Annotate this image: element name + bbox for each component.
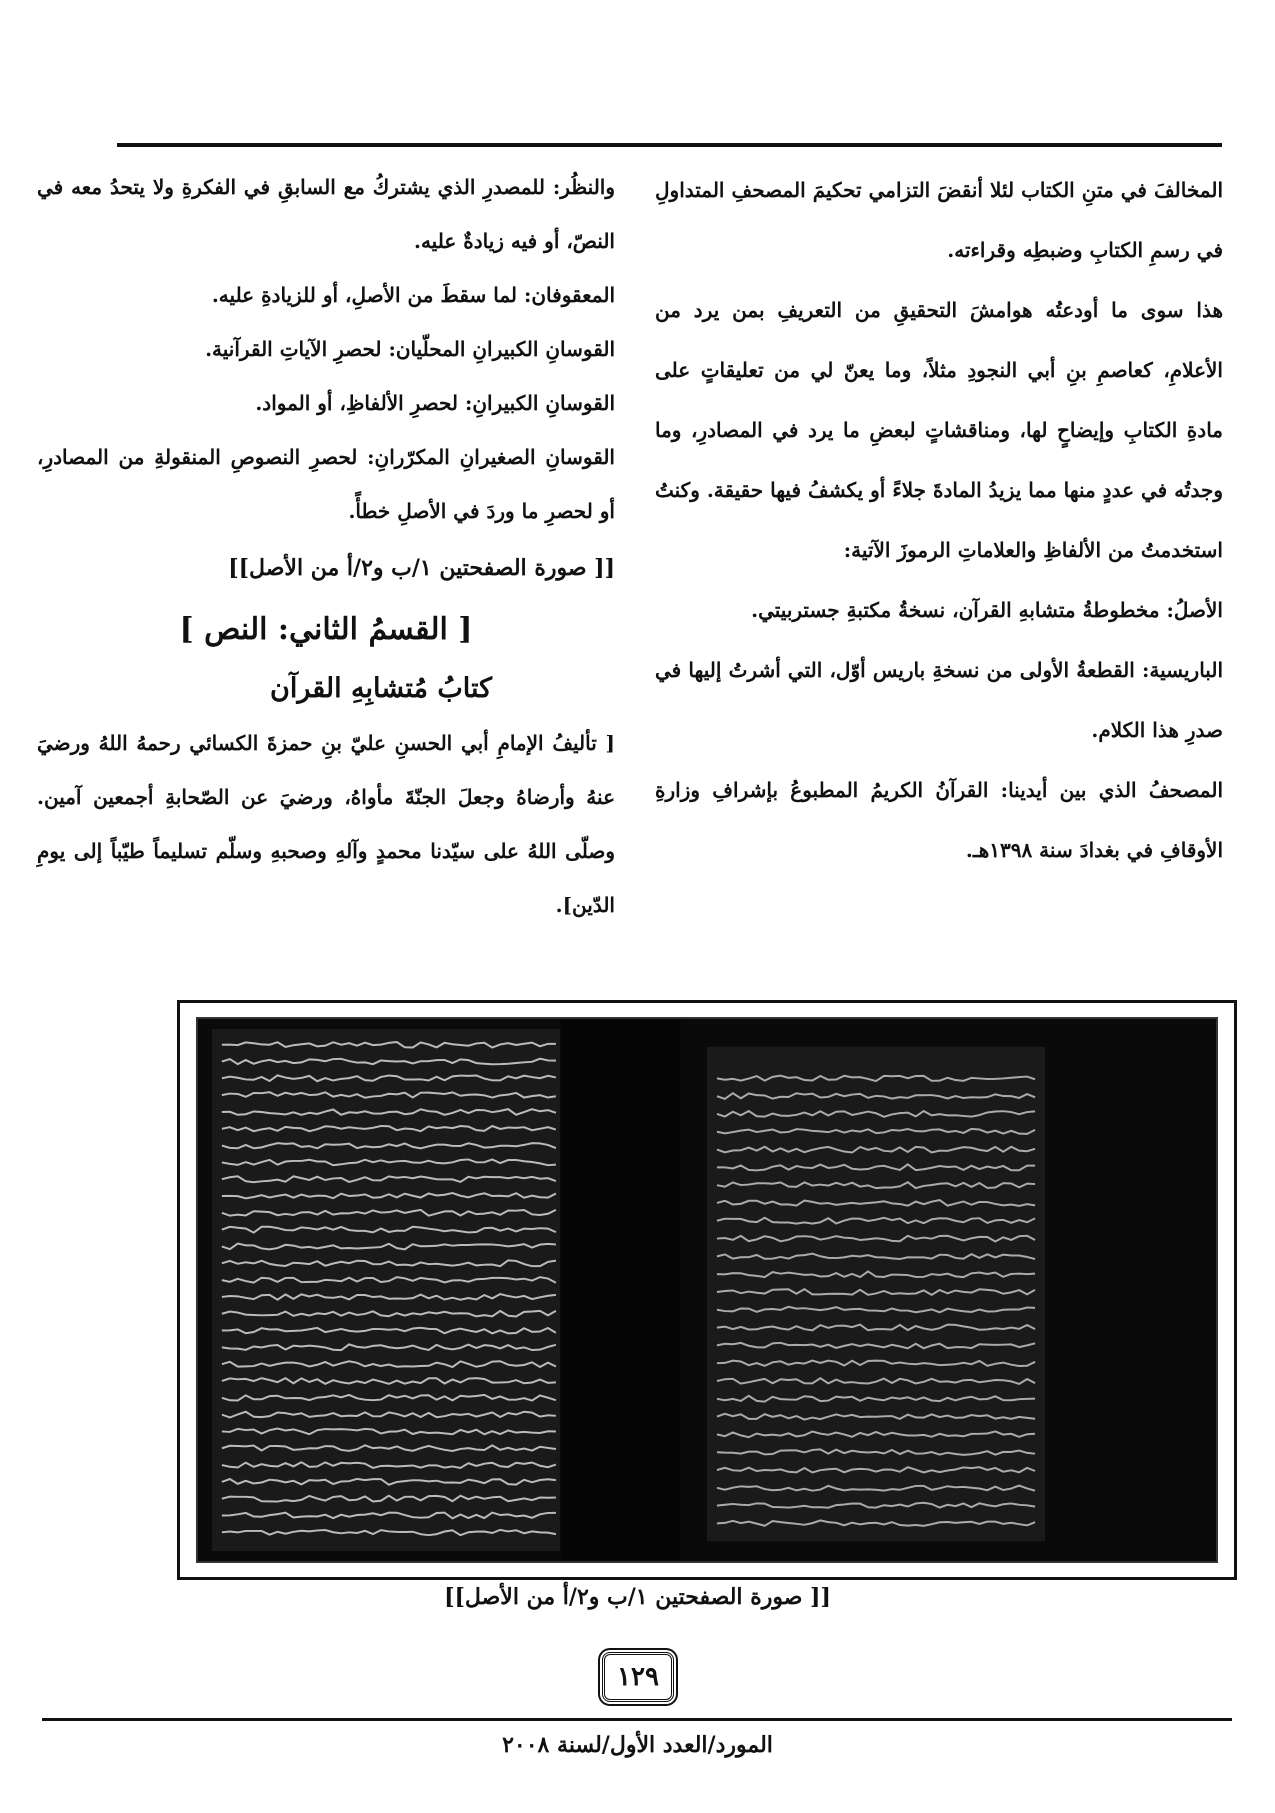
manuscript-pages-image bbox=[198, 1019, 1216, 1561]
section-heading: [ القسمُ الثاني: النص ] bbox=[179, 612, 473, 647]
journal-footer: المورد/العدد الأول/لسنة ٢٠٠٨ bbox=[502, 1732, 773, 1758]
manuscript-figure bbox=[177, 1000, 1237, 1580]
left-paragraph-5: القوسانِ الصغيرانِ المكرّرانِ: لحصرِ النصوصِ المنقولةِ من المصادرِ، أو لحصرِ ما وردَ في الأصلِ خطأً. bbox=[37, 445, 615, 523]
right-paragraph-3: الأصلُ: مخطوطةُ متشابهِ القرآن، نسخةُ مكتبةِ جستربيتي. bbox=[751, 598, 1223, 622]
right-column bbox=[655, 160, 1223, 880]
footer-rule bbox=[42, 1718, 1232, 1721]
left-paragraph-3: القوسانِ الكبيرانِ المحلّيان: لحصرِ الآياتِ القرآنية. bbox=[205, 337, 615, 361]
book-title: كتابُ مُتشابِهِ القرآن bbox=[270, 673, 492, 704]
column-figure-caption: [[ صورة الصفحتين ١/ب و٢/أ من الأصل]] bbox=[228, 555, 615, 581]
page-number: ١٢٩ bbox=[602, 1652, 674, 1702]
manuscript-photo bbox=[196, 1017, 1218, 1563]
left-paragraph-4: القوسانِ الكبيرانِ: لحصرِ الألفاظِ، أو المواد. bbox=[255, 391, 615, 415]
right-paragraph-4: الباريسية: القطعةُ الأولى من نسخةِ باريس أوّل، التي أشرتُ إليها في صدرِ هذا الكلام. bbox=[655, 658, 1223, 742]
header-rule bbox=[117, 143, 1222, 147]
left-column bbox=[37, 160, 615, 932]
right-paragraph-5: المصحفُ الذي بين أيدينا: القرآنُ الكريمُ المطبوعُ بإشرافِ وزارةِ الأوقافِ في بغدادَ سنة ١٣٩٨هـ. bbox=[655, 778, 1223, 862]
figure-caption: [[ صورة الصفحتين ١/ب و٢/أ من الأصل]] bbox=[444, 1584, 831, 1610]
text-opening-paragraph: [ تأليفُ الإمامِ أبي الحسنِ عليّ بنِ حمزةَ الكسائي رحمهُ اللهُ ورضيَ عنهُ وأرضاهُ وجعلَ الجنّةَ مأواهُ، ورضيَ عن الصّحابةِ أجمعين آمين. وصلّى اللهُ على سيّدنا محمدٍ وآلهِ وصحبهِ وسلّم تسليماً طيّباً إلى يومِ الدّين]. bbox=[37, 731, 616, 917]
right-paragraph-1: المخالفَ في متنِ الكتاب لئلا أنقضَ التزامي تحكيمَ المصحفِ المتداولِ في رسمِ الكتابِ وضبطِه وقراءته. bbox=[655, 178, 1223, 262]
left-paragraph-1: والنظُر: للمصدرِ الذي يشتركُ مع السابقِ في الفكرةِ ولا يتحدُ معه في النصّ، أو فيه زيادةٌ عليه. bbox=[37, 175, 615, 253]
right-paragraph-2: هذا سوى ما أودعتُه هوامشَ التحقيقِ من التعريفِ بمن يرد من الأعلامِ، كعاصمِ بنِ أبي النجودِ مثلاً، وما يعنّ لي من تعليقاتٍ على مادةِ الكتابِ وإيضاحٍ لها، ومناقشاتٍ لبعضِ ما يرد في المصادرِ، وما وجدتُه في عددٍ منها مما يزيدُ المادةَ جلاءً أو يكشفُ فيها حقيقة. وكنتُ استخدمتُ من الألفاظِ والعلاماتِ الرموزَ الآتية: bbox=[655, 298, 1223, 562]
left-paragraph-2: المعقوفان: لما سقطَ من الأصلِ، أو للزيادةِ عليه. bbox=[211, 283, 615, 307]
